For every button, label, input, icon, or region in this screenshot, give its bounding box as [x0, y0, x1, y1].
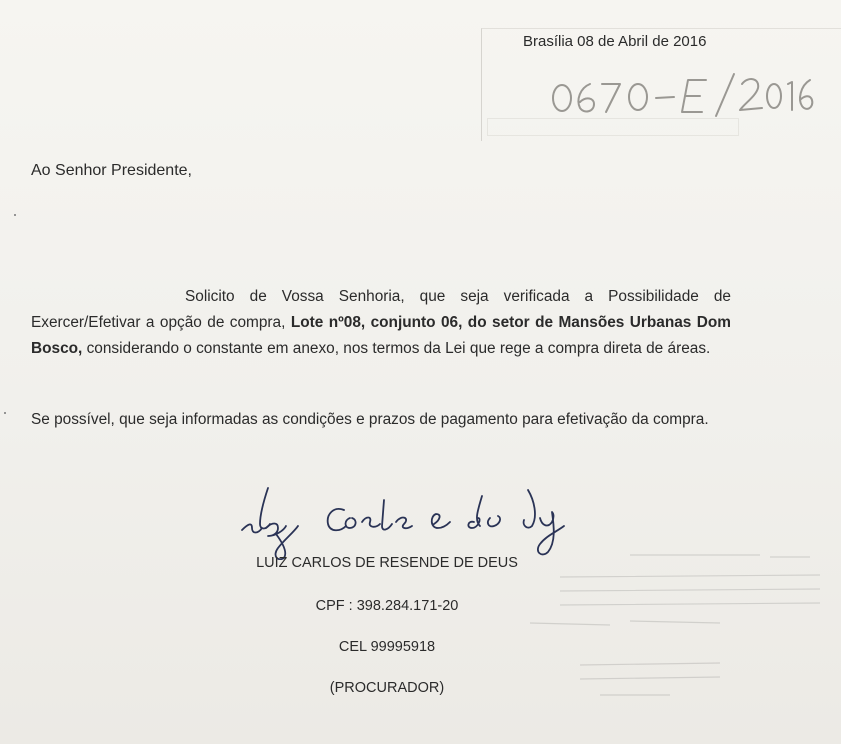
request-text-closing: considerando o constante em anexo, nos termos da Lei que rege a compra direta de áreas.: [82, 340, 711, 357]
property-description: Lote nº08, conjunto 06, do setor de Mansões Urbanas Dom Bosco,: [31, 314, 731, 357]
request-text-intro: Solicito de Vossa Senhoria, que seja verificada a Possibilidade de Exercer/Efetivar a opção de compra,: [31, 288, 731, 331]
paper-speck: [4, 412, 6, 414]
handwritten-signature: [238, 470, 618, 560]
signer-cpf: CPF : 398.284.171-20: [315, 598, 459, 614]
request-paragraph: [31, 284, 731, 362]
signer-role: (PROCURADOR): [329, 680, 445, 696]
conditions-paragraph: Se possível, que seja informadas as condições e prazos de pagamento para efetivação da compra.: [31, 411, 709, 428]
reverse-side-bleed-through: [520, 545, 841, 744]
protocol-stamp-inner-frame: [487, 118, 739, 136]
protocol-number-handwritten: [548, 70, 818, 120]
signer-phone: CEL 99995918: [338, 639, 436, 655]
salutation: Ao Senhor Presidente,: [31, 162, 192, 179]
paper-speck: [14, 214, 16, 216]
signer-name: LUIZ CARLOS DE RESENDE DE DEUS: [256, 555, 518, 571]
date-line: Brasília 08 de Abril de 2016: [523, 33, 707, 50]
